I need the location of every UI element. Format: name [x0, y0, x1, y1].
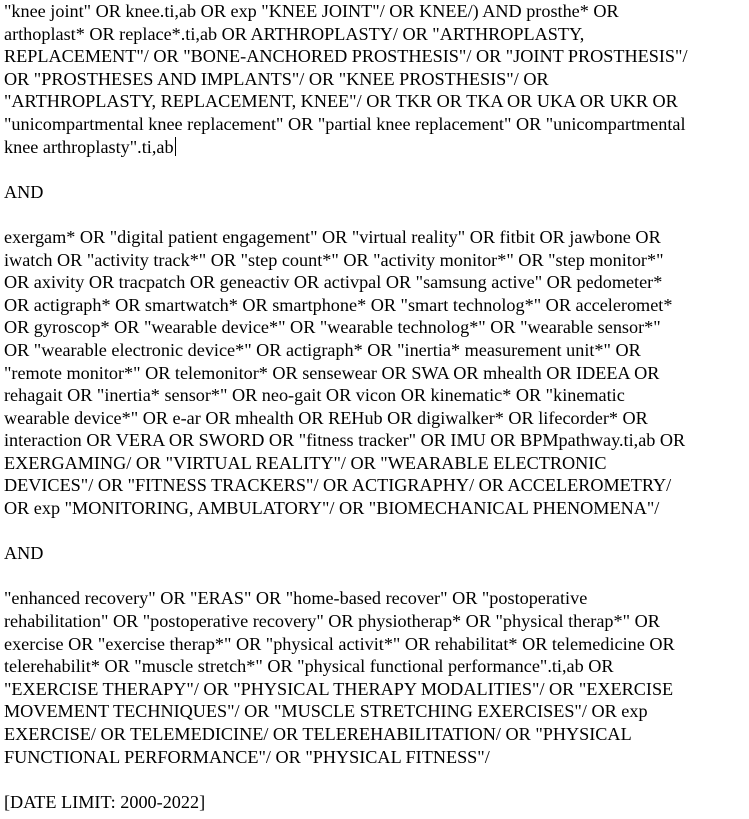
text-line: exergam* OR "digital patient engagement" OR "virtual reality" OR fitbit OR jawbone OR	[4, 226, 661, 247]
text-line: MOVEMENT TECHNIQUES"/ OR "MUSCLE STRETCHING EXERCISES"/ OR exp	[4, 701, 648, 722]
blank-line	[4, 520, 747, 543]
text-line: OR exp "MONITORING, AMBULATORY"/ OR "BIOMECHANICAL PHENOMENA"/	[4, 498, 660, 519]
text-line: OR "wearable electronic device*" OR actigraph* OR "inertia* measurement unit*" OR	[4, 339, 641, 360]
text-line: "knee joint" OR knee.ti,ab OR exp "KNEE JOINT"/ OR KNEE/) AND prosthe* OR	[4, 1, 619, 21]
search-block-rehabilitation-terms	[4, 587, 747, 768]
text-line: OR gyroscop* OR "wearable device*" OR "wearable technolog*" OR "wearable sensor*"	[4, 317, 661, 338]
date-limit: [DATE LIMIT: 2000-2022]	[4, 791, 206, 812]
text-line: "EXERCISE THERAPY"/ OR "PHYSICAL THERAPY MODALITIES"/ OR "EXERCISE	[4, 678, 674, 699]
text-line-with-cursor	[4, 136, 747, 159]
blank-line	[4, 203, 747, 226]
text-line: exercise OR "exercise therap*" OR "physical activit*" OR rehabilitat* OR telemedicine OR	[4, 633, 675, 654]
text-line: knee arthroplasty".ti,ab	[4, 136, 174, 157]
text-line: DEVICES"/ OR "FITNESS TRACKERS"/ OR ACTIGRAPHY/ OR ACCELEROMETRY/	[4, 475, 672, 496]
text-line: EXERCISE/ OR TELEMEDICINE/ OR TELEREHABILITATION/ OR "PHYSICAL	[4, 724, 632, 744]
text-line: rehabilitation" OR "postoperative recovery" OR physiotherap* OR "physical therap*" OR	[4, 611, 660, 632]
blank-line	[4, 565, 747, 588]
text-line: OR actigraph* OR smartwatch* OR smartphone* OR "smart technolog*" OR acceleromet*	[4, 294, 673, 315]
search-block-knee-terms	[4, 0, 747, 158]
text-line: "ARTHROPLASTY, REPLACEMENT, KNEE"/ OR TKR OR TKA OR UKA OR UKR OR	[4, 91, 678, 112]
text-line: FUNCTIONAL PERFORMANCE"/ OR "PHYSICAL FITNESS"/	[4, 746, 490, 767]
text-line: arthoplast* OR replace*.ti,ab OR ARTHROPLASTY/ OR "ARTHROPLASTY,	[4, 23, 585, 44]
text-line: wearable device*" OR e-ar OR mhealth OR REHub OR digiwalker* OR lifecorder* OR	[4, 407, 648, 428]
text-line: "remote monitor*" OR telemonitor* OR sensewear OR SWA OR mhealth OR IDEEA OR	[4, 362, 660, 383]
text-line: EXERGAMING/ OR "VIRTUAL REALITY"/ OR "WEARABLE ELECTRONIC	[4, 452, 607, 473]
text-line: iwatch OR "activity track*" OR "step count*" OR "activity monitor*" OR "step monitor*"	[4, 249, 664, 270]
text-line: "enhanced recovery" OR "ERAS" OR "home-based recover" OR "postoperative	[4, 588, 588, 609]
text-line: REPLACEMENT"/ OR "BONE-ANCHORED PROSTHESIS"/ OR "JOINT PROSTHESIS"/	[4, 46, 688, 67]
search-block-wearable-terms	[4, 226, 747, 520]
text-line: telerehabilit* OR "muscle stretch*" OR "physical functional performance".ti,ab OR	[4, 656, 614, 677]
document-body[interactable]	[4, 0, 747, 813]
text-cursor	[175, 137, 176, 156]
text-line: OR axivity OR tracpatch OR geneactiv OR activpal OR "samsung active" OR pedometer*	[4, 272, 663, 293]
text-line: OR "PROSTHESES AND IMPLANTS"/ OR "KNEE PROSTHESIS"/ OR	[4, 68, 549, 89]
blank-line	[4, 158, 747, 181]
text-line: interaction OR VERA OR SWORD OR "fitness tracker" OR IMU OR BPMpathway.ti,ab OR	[4, 430, 686, 451]
and-operator: AND	[4, 543, 44, 564]
text-line: rehagait OR "inertia* sensor*" OR neo-gait OR vicon OR kinematic* OR "kinematic	[4, 385, 625, 406]
and-operator: AND	[4, 181, 44, 202]
blank-line	[4, 768, 747, 791]
text-line: "unicompartmental knee replacement" OR "partial knee replacement" OR "unicompartmental	[4, 113, 686, 134]
